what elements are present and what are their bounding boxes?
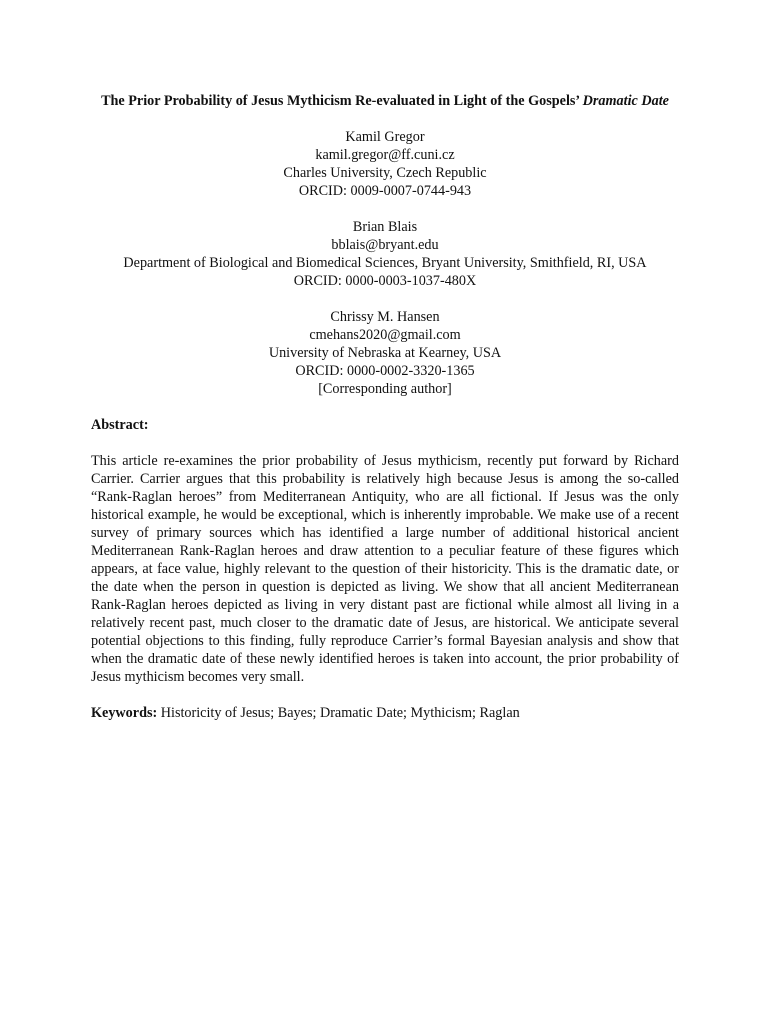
author-affiliation: University of Nebraska at Kearney, USA	[268, 345, 502, 361]
keywords-label: Keywords:	[91, 705, 158, 721]
keywords-line	[91, 704, 679, 722]
author-name: Kamil Gregor	[345, 129, 425, 145]
abstract-text: This article re-examines the prior probability of Jesus mythicism, recently put forward by Richard Carrier. Carrier argues that this probability is relatively high because Jesus is among the so-called “Rank-Raglan heroes” from Mediterranean Antiquity, who are all fictional. If Jesus was the only historical example, he would be exceptional, which is inherently improbable. We make use of a recent survey of primary sources which has identified a large number of additional historical ancient Mediterranean Rank-Raglan heroes and draw attention to a peculiar feature of these figures which appears, at face value, highly relevant to the question of their historicity. This is the dramatic date, or the date when the person in question is depicted as living. We show that all ancient Mediterranean Rank-Raglan heroes depicted as living in very distant past are fictional while almost all living in a relatively recent past, much closer to the dramatic date of Jesus, are historical. We anticipate several potential objections to this finding, fully reproduce Carrier’s formal Bayesian analysis and show that when the dramatic date of these newly identified heroes is taken into account, the prior probability of Jesus mythicism becomes very small.	[91, 453, 679, 685]
author-email: cmehans2020@gmail.com	[309, 327, 461, 343]
author-orcid: ORCID: 0000-0002-3320-1365	[295, 363, 475, 379]
paper-title-main: The Prior Probability of Jesus Mythicism Re-evaluated in Light of the Gospels’	[101, 93, 583, 109]
author-block-1	[91, 128, 679, 200]
author-block-3	[91, 308, 679, 398]
paper-page	[91, 92, 679, 722]
author-orcid: ORCID: 0009-0007-0744-943	[298, 183, 472, 199]
paper-title-italic: Dramatic Date	[582, 93, 669, 109]
author-affiliation: Department of Biological and Biomedical Sciences, Bryant University, Smithfield, RI, USA	[123, 255, 647, 271]
author-orcid: ORCID: 0000-0003-1037-480X	[293, 273, 477, 289]
author-block-2	[91, 218, 679, 290]
corresponding-author-note: [Corresponding author]	[318, 381, 452, 397]
paper-title	[91, 92, 679, 110]
author-affiliation: Charles University, Czech Republic	[283, 165, 487, 181]
author-email: bblais@bryant.edu	[331, 237, 439, 253]
author-email: kamil.gregor@ff.cuni.cz	[315, 147, 455, 163]
abstract-heading: Abstract:	[91, 417, 149, 433]
author-name: Chrissy M. Hansen	[330, 309, 440, 325]
author-name: Brian Blais	[352, 219, 418, 235]
keywords-list: Historicity of Jesus; Bayes; Dramatic Date; Mythicism; Raglan	[157, 705, 520, 721]
